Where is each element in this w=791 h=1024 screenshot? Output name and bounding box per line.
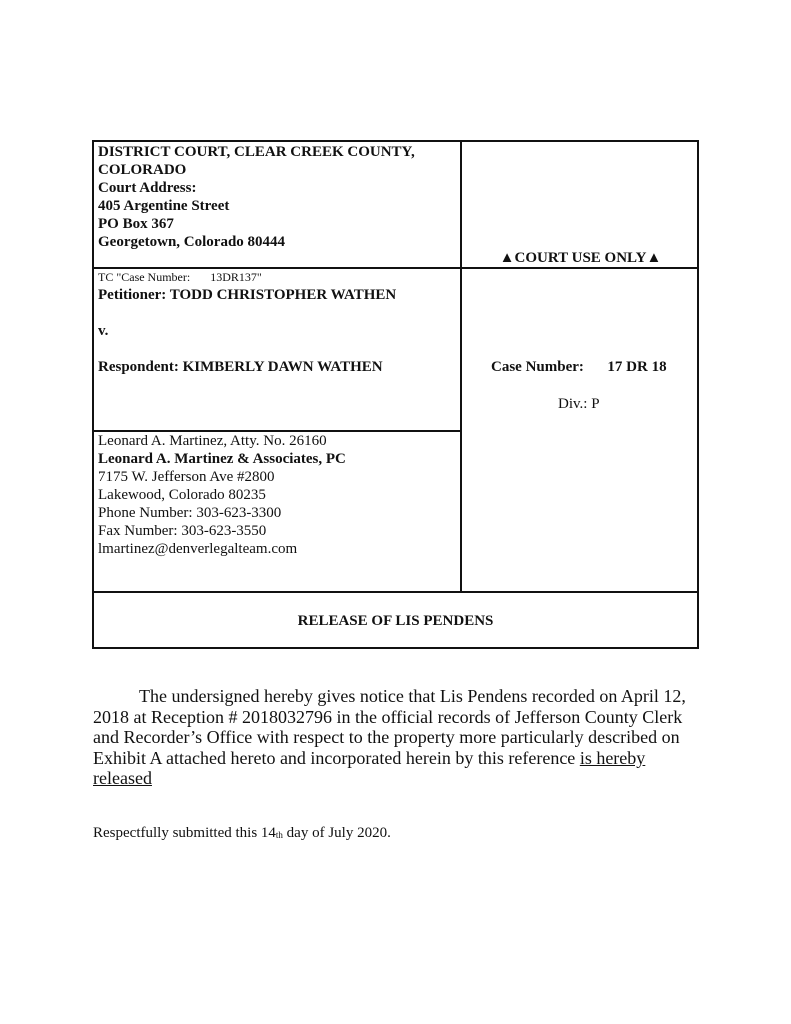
division: Div.: P xyxy=(558,396,600,412)
signoff-after: day of July 2020. xyxy=(282,825,391,841)
tc-case-number-label: TC "Case Number: xyxy=(98,270,191,284)
caption-divider-title xyxy=(92,591,699,593)
document-title: RELEASE OF LIS PENDENS xyxy=(297,613,494,629)
caption-divider-court xyxy=(92,267,699,269)
parties-block xyxy=(98,270,458,376)
attorney-street: 7175 W. Jefferson Ave #2800 xyxy=(98,469,275,485)
versus: v. xyxy=(98,323,109,339)
case-number-label: Case Number: xyxy=(491,359,584,375)
court-name-line2: COLORADO xyxy=(98,162,187,178)
attorney-name: Leonard A. Martinez, Atty. No. 26160 xyxy=(98,433,327,449)
release-paragraph xyxy=(93,686,698,789)
court-name-line1: DISTRICT COURT, CLEAR CREEK COUNTY, xyxy=(98,144,415,160)
court-use-only: ▲COURT USE ONLY▲ xyxy=(499,250,662,266)
attorney-firm: Leonard A. Martinez & Associates, PC xyxy=(98,451,346,467)
tc-case-number xyxy=(98,270,458,284)
attorney-email: lmartinez@denverlegalteam.com xyxy=(98,541,298,557)
court-address-label: Court Address: xyxy=(98,180,197,196)
release-underlined-text: is hereby released xyxy=(93,747,646,789)
signoff xyxy=(93,824,391,844)
respondent: Respondent: KIMBERLY DAWN WATHEN xyxy=(98,359,383,375)
attorney-phone: Phone Number: 303-623-3300 xyxy=(98,505,282,521)
tc-case-number-value: 13DR137" xyxy=(210,270,262,284)
attorney-fax: Fax Number: 303-623-3550 xyxy=(98,523,267,539)
court-po-box: PO Box 367 xyxy=(98,216,174,232)
release-text: The undersigned hereby gives notice that Lis Pendens recorded on April 12, 2018 at Reception # 2018032796 in the official records of Jefferson County Clerk and Recorder’s Office with respect to the property more particularly described on Exhibit A attached hereto and incorporated herein by this reference xyxy=(93,686,686,768)
signoff-suffix: th xyxy=(275,830,283,840)
case-number-value: 17 DR 18 xyxy=(607,359,667,375)
court-block xyxy=(98,143,458,251)
signoff-before: Respectfully submitted this 14 xyxy=(93,825,276,841)
court-city: Georgetown, Colorado 80444 xyxy=(98,234,286,250)
attorney-block xyxy=(98,432,458,558)
court-street: 405 Argentine Street xyxy=(98,198,230,214)
attorney-city: Lakewood, Colorado 80235 xyxy=(98,487,266,503)
case-number xyxy=(491,358,667,376)
caption-divider-vertical xyxy=(460,141,462,593)
petitioner: Petitioner: TODD CHRISTOPHER WATHEN xyxy=(98,287,397,303)
